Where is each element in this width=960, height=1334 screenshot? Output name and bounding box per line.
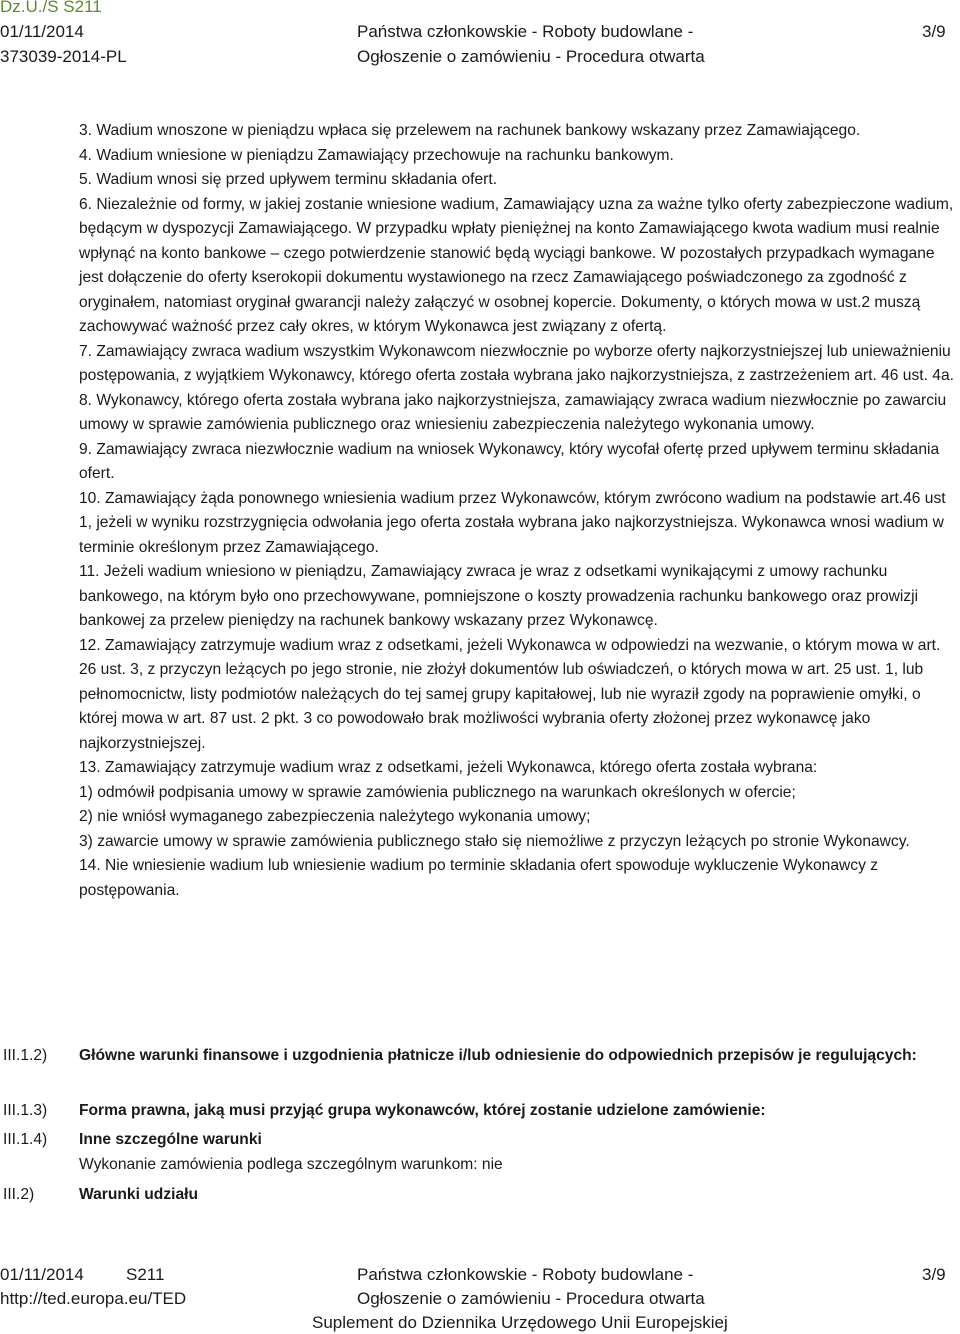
main-content (79, 119, 959, 903)
paragraph: 11. Jeżeli wadium wniesiono w pieniądzu, Zamawiający zwraca je wraz z odsetkami wynikającymi z umowy rachunku bankowego, na którym było ono przechowywane, pomniejszone o koszty prowadzenia rachunku bankowego oraz prowizji bankowej za przelew pieniędzy na rachunek bankowy wskazany przez Wykonawcę. (79, 563, 919, 629)
section-title: Forma prawna, jaką musi przyjąć grupa wykonawców, której zostanie udzielone zamówienie: (79, 1102, 766, 1119)
paragraph: 10. Zamawiający żąda ponownego wniesienia wadium przez Wykonawców, którym zwrócono wadium na podstawie art.46 ust 1, jeżeli w wyniku rozstrzygnięcia odwołania jego oferta została wybrana jako najkorzystniejsza. Wykonawca wnosi wadium w terminie określonym przez Zamawiającego. (79, 489, 946, 556)
journal-reference: Dz.U./S S211 (0, 0, 102, 16)
paragraph: 2) nie wniósł wymaganego zabezpieczenia należytego wykonania umowy; (79, 808, 591, 825)
section-number: III.2) (3, 1186, 35, 1203)
footer-series: S211 (126, 1265, 165, 1284)
header-title-line1: Państwa członkowskie - Roboty budowlane - (357, 22, 694, 41)
section-title: Warunki udziału (79, 1186, 198, 1203)
section-title: Główne warunki finansowe i uzgodnienia płatnicze i/lub odniesienie do odpowiednich przepisów je regulujących: (79, 1047, 917, 1064)
header-page-number: 3/9 (922, 22, 946, 41)
section-text: Wykonanie zamówienia podlega szczególnym warunkom: nie (79, 1155, 503, 1173)
paragraph: 9. Zamawiający zwraca niezwłocznie wadium na wniosek Wykonawcy, który wycofał ofertę przed upływem terminu składania ofert. (79, 440, 940, 482)
footer-title-line1: Państwa członkowskie - Roboty budowlane - (357, 1265, 694, 1284)
paragraph: 4. Wadium wniesione w pieniądzu Zamawiający przechowuje na rachunku bankowym. (79, 146, 674, 164)
section-number: III.1.3) (3, 1102, 48, 1119)
header-title-line2: Ogłoszenie o zamówieniu - Procedura otwarta (357, 47, 705, 66)
footer-title-line2: Ogłoszenie o zamówieniu - Procedura otwarta (357, 1289, 705, 1308)
notice-id: 373039-2014-PL (0, 47, 127, 66)
section-number: III.1.2) (3, 1047, 48, 1064)
paragraph: 8. Wykonawcy, którego oferta została wybrana jako najkorzystniejsza, zamawiający zwraca wadium niezwłocznie po zawarciu umowy w sprawie zamówienia publicznego oraz wniesieniu zabezpieczenia należytego wykonania umowy. (79, 391, 947, 433)
header-date: 01/11/2014 (0, 22, 84, 41)
paragraph: 6. Niezależnie od formy, w jakiej zostanie wniesione wadium, Zamawiający uzna za ważne tylko oferty zabezpieczone wadium, będącym w dyspozycji Zamawiającego. W przypadku wpłaty pieniężnej na konto Zamawiającego kwota wadium musi realnie wpłynąć na konto bankowe – czego potwierdzenie stanowić będą wyciągi bankowe. W pozostałych przypadkach wymagane jest dołączenie do oferty kserokopii dokumentu wystawionego na rzecz Zamawiającego poświadczonego za zgodność z oryginałem, natomiast oryginał gwarancji należy załączyć w osobnej kopercie. Dokumenty, o których mowa w ust.2 muszą zachowywać ważność przez cały okres, w którym Wykonawca jest związany z ofertą. (79, 195, 954, 335)
section-title: Inne szczególne warunki (79, 1131, 262, 1148)
section-number: III.1.4) (3, 1131, 48, 1148)
paragraph: 5. Wadium wnosi się przed upływem terminu składania ofert. (79, 171, 498, 188)
paragraph: 3. Wadium wnoszone w pieniądzu wpłaca się przelewem na rachunek bankowy wskazany przez Zamawiającego. (79, 122, 861, 139)
paragraph: 13. Zamawiający zatrzymuje wadium wraz z odsetkami, jeżeli Wykonawca, którego oferta została wybrana: (79, 759, 818, 776)
footer-page-number: 3/9 (922, 1265, 946, 1284)
paragraph: 1) odmówił podpisania umowy w sprawie zamówienia publicznego na warunkach określonych w ofercie; (79, 783, 796, 801)
paragraph: 7. Zamawiający zwraca wadium wszystkim Wykonawcom niezwłocznie po wyborze oferty najkorzystniejszej lub unieważnieniu postępowania, z wyjątkiem Wykonawcy, którego oferta została wybrana jako najkorzystniejsza, z zastrzeżeniem art. 46 ust. 4a. (79, 342, 954, 384)
paragraph: 12. Zamawiający zatrzymuje wadium wraz z odsetkami, jeżeli Wykonawca w odpowiedzi na wezwanie, o którym mowa w art. 26 ust. 3, z przyczyn leżących po jego stronie, nie złożył dokumentów lub oświadczeń, o których mowa w art. 25 ust. 1, lub pełnomocnictw, listy podmiotów należących do tej samej grupy kapitałowej, lub nie wyraził zgody na poprawienie omyłki, o której mowa w art. 87 ust. 2 pkt. 3 co powodowało brak możliwości wybrania oferty złożonej przez wykonawcę jako najkorzystniejszej. (79, 636, 941, 752)
paragraph: 3) zawarcie umowy w sprawie zamówienia publicznego stało się niemożliwe z przyczyn leżących po stronie Wykonawcy. (79, 832, 910, 850)
footer-title-line3: Suplement do Dziennika Urzędowego Unii Europejskiej (312, 1313, 728, 1332)
paragraph: 14. Nie wniesienie wadium lub wniesienie wadium po terminie składania ofert spowoduje wykluczenie Wykonawcy z postępowania. (79, 857, 878, 899)
footer-date: 01/11/2014 (0, 1265, 84, 1284)
footer-url[interactable]: http://ted.europa.eu/TED (0, 1289, 187, 1308)
